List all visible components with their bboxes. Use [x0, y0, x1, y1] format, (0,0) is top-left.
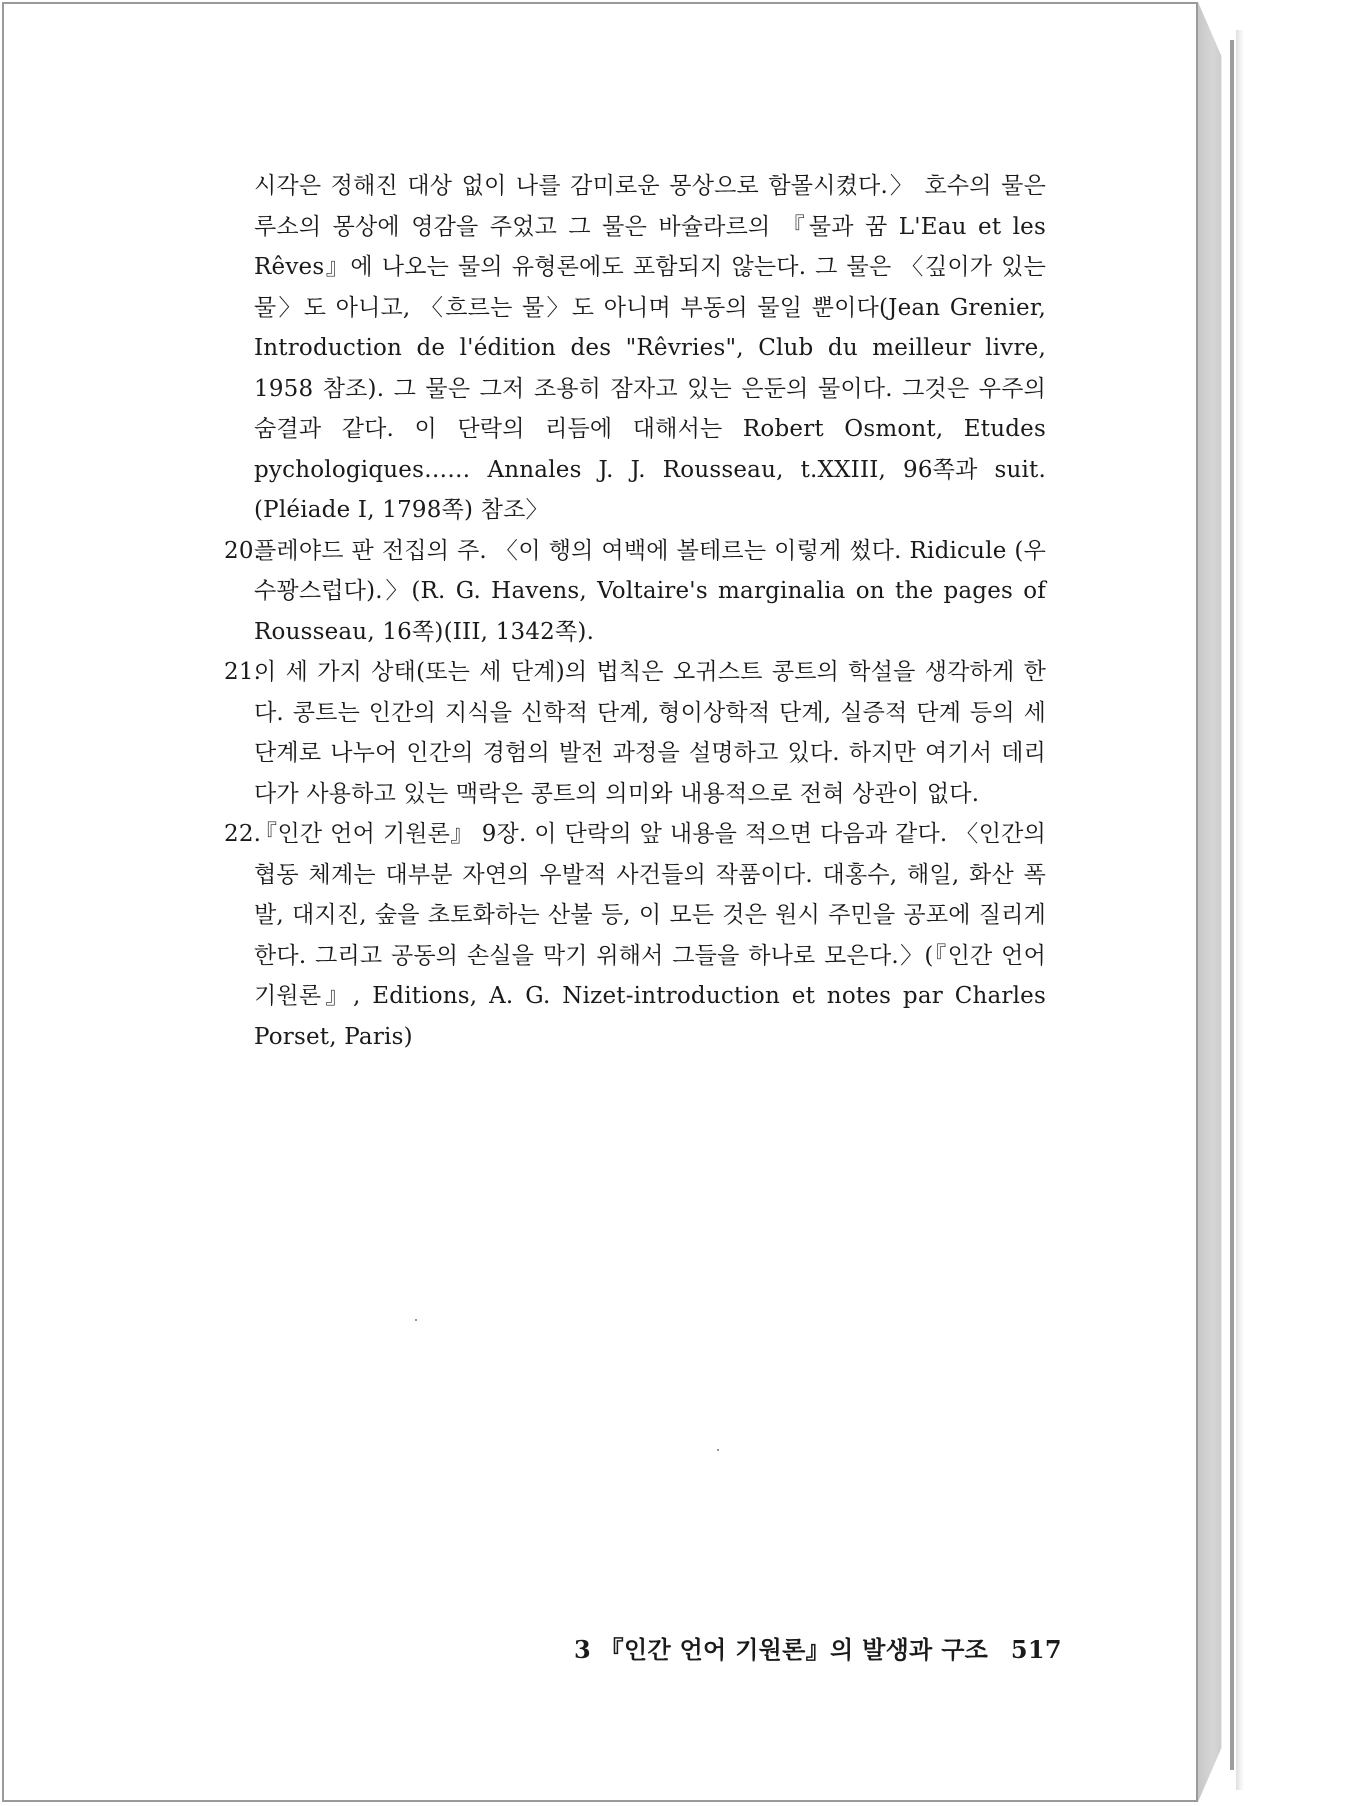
book-spine-line: [1230, 40, 1234, 1770]
paper-speck: [717, 1449, 719, 1451]
note-continuation: 시각은 정해진 대상 없이 나를 감미로운 몽상으로 함몰시켰다.〉 호수의 물은 루소의 몽상에 영감을 주었고 그 물은 바슐라르의 『물과 꿈 L'Eau et les Rêves』에 나오는 물의 유형론에도 포함되지 않는다. 그 물은 〈깊이가 있는 물〉도 아니고, 〈흐르는 물〉도 아니며 부동의 물일 뿐이다(Jean Grenier, Introduction de l'édition des "Rêvries", Club du meilleur livre, 1958 참조). 그 물은 그저 조용히 잠자고 있는 은둔의 물이다. 그것은 우주의 숨결과 같다. 이 단락의 리듬에 대해서는 Robert Osmont, Etudes pychologiques…… Annales J. J. Rousseau, t.XXIII, 96쪽과 suit.(Pléiade I, 1798쪽) 참조〉: [254, 173, 1046, 523]
note-22: [226, 814, 1046, 1057]
notes-text-block: [226, 166, 1046, 1057]
note-20: [226, 531, 1046, 653]
running-footer: 3 『인간 언어 기원론』의 발생과 구조: [574, 1635, 989, 1664]
note-text: 이 세 가지 상태(또는 세 단계)의 법칙은 오귀스트 콩트의 학설을 생각하게 한다. 콩트는 인간의 지식을 신학적 단계, 형이상학적 단계, 실증적 단계 등의 세 단계로 나누어 인간의 경험의 발전 과정을 설명하고 있다. 하지만 여기서 데리다가 사용하고 있는 맥락은 콩트의 의미와 내용적으로 전혀 상관이 없다.: [254, 659, 1046, 807]
note-number: 21.: [224, 659, 262, 685]
page-footer: [574, 1630, 1062, 1665]
note-text: 『인간 언어 기원론』 9장. 이 단락의 앞 내용을 적으면 다음과 같다. 〈인간의 협동 체계는 대부분 자연의 우발적 사건들의 작품이다. 대홍수, 해일, 화산 폭발, 대지진, 숲을 초토화하는 산불 등, 이 모든 것은 원시 주민을 공포에 질리게 한다. 그리고 공동의 손실을 막기 위해서 그들을 하나로 모은다.〉(『인간 언어 기원론』, Editions, A. G. Nizet-introduction et notes par Charles Porset, Paris): [254, 821, 1046, 1050]
note-text: 플레야드 판 전집의 주. 〈이 행의 여백에 볼테르는 이렇게 썼다. Ridicule (우수꽝스럽다).〉(R. G. Havens, Voltaire's marginalia on the pages of Rousseau, 16쪽)(III, 1342쪽).: [254, 537, 1046, 645]
page-shadow: [1236, 30, 1244, 1790]
note-number: 22.: [224, 821, 262, 847]
note-21: [226, 652, 1046, 814]
paper-speck: [415, 1319, 417, 1321]
note-number: 20.: [224, 537, 262, 564]
book-page: [2, 2, 1198, 1802]
page-number: 517: [1010, 1635, 1062, 1664]
